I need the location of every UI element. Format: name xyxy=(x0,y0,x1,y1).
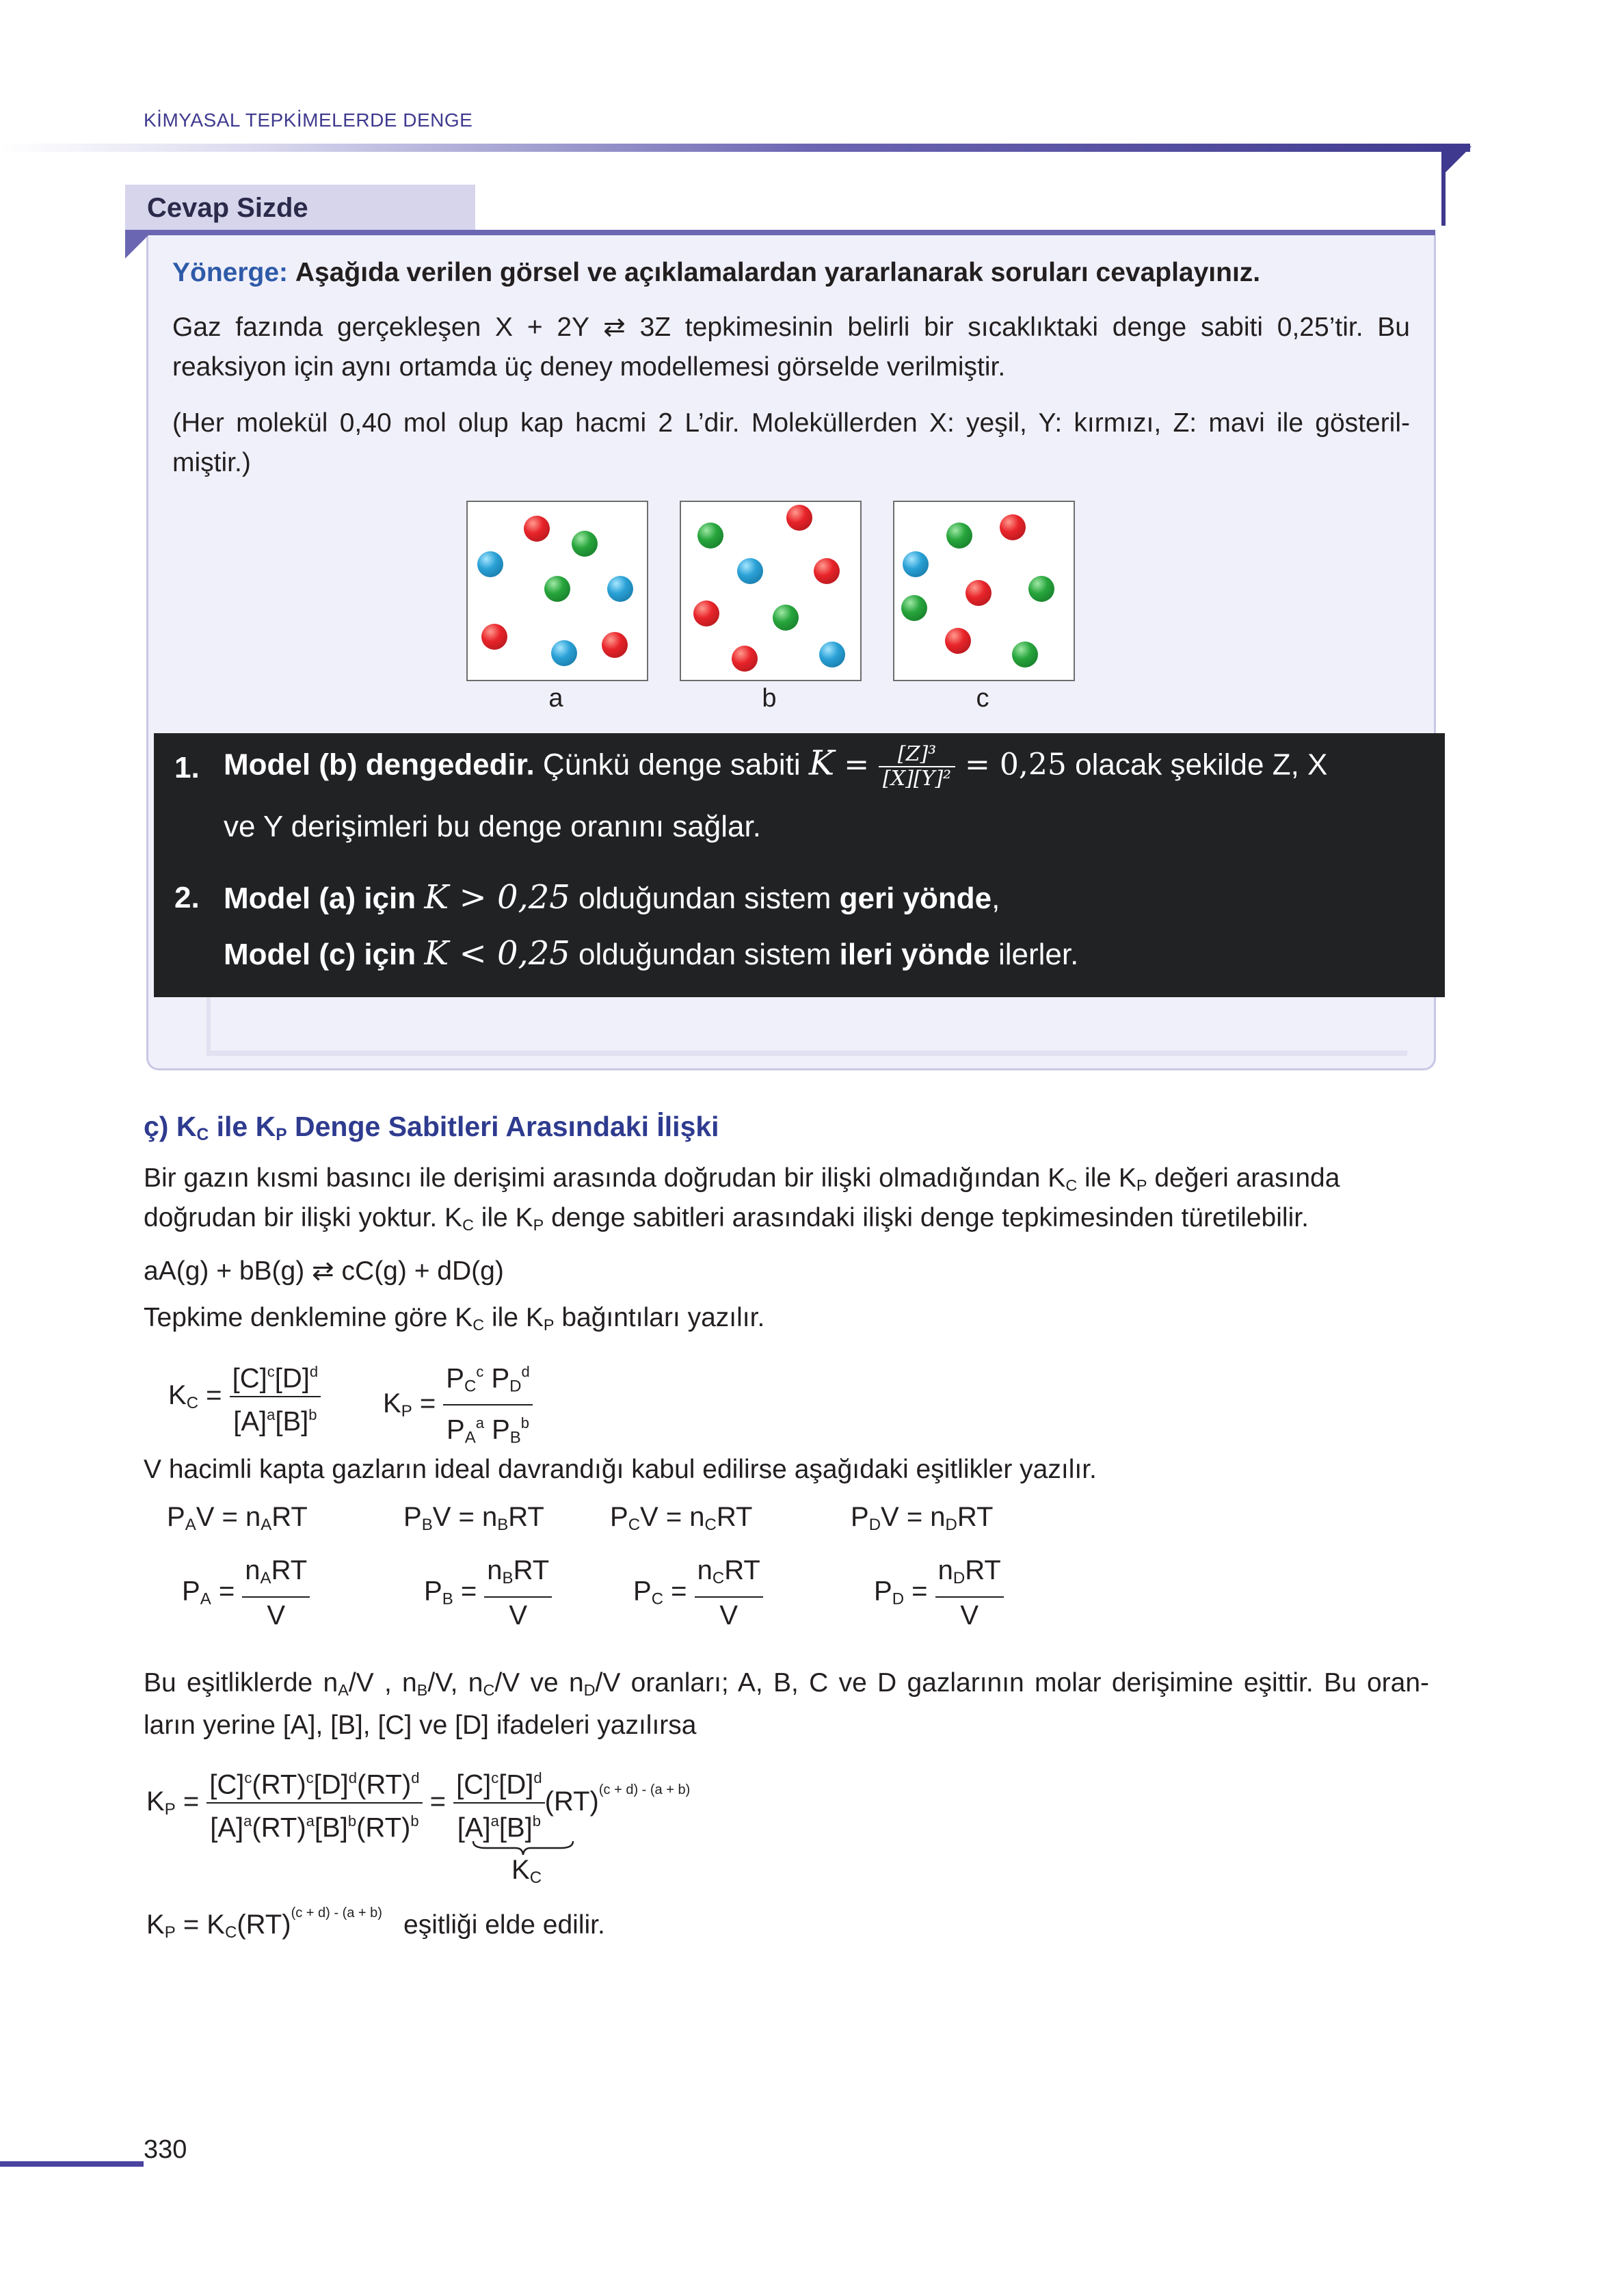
instruction xyxy=(172,253,1260,293)
answer-2-math-c: K < 0,25 xyxy=(424,934,570,973)
ideal-gas-c: $P_CV = n_CRT$ xyxy=(610,1502,753,1534)
molecule-z xyxy=(903,551,929,577)
p1-end: değeri arasında xyxy=(1147,1163,1340,1193)
paragraph2-line2: miştir.) xyxy=(172,448,251,477)
answer-2-text-a: olduğundan sistem xyxy=(570,882,840,915)
p4-text: Bu eşitliklerde n xyxy=(144,1668,338,1698)
molecule-x xyxy=(1012,642,1038,668)
answer-2-text-c: olduğundan sistem xyxy=(570,938,840,971)
molecule-y xyxy=(481,624,507,650)
kp-derivation: $K_P$ = $\frac{[C]^c(RT)^c[D]^d(RT)^d}{[A]^a(RT)^a[B]^b(RT)^b}$ = $\frac{[C]^c[D]^d}{[A]^a[B]^b}$ (RT)$^{(c + d) - (a + b)}$ xyxy=(146,1760,690,1846)
kp-formula: $K_P$ = $\frac{P_C^c P_D^d}{P_A^a P_B^b}$ xyxy=(383,1354,533,1456)
answer-box-title: Cevap Sizde xyxy=(147,193,308,223)
section-p4-line1: Bu eşitliklerde $n_A/V$ , $n_B/V$, $n_C/V$ ve $n_D/V$ oranları; A, B, C ve D gazlarının molar derişimine eşittir. Bu oran- xyxy=(144,1668,1430,1699)
final-relation: $K_P = K_C(RT)^{(c + d) - (a + b)}$ xyxy=(146,1905,382,1942)
section-title-sub-c: C xyxy=(196,1126,209,1145)
paragraph1-line2: reaksiyon için aynı ortamda üç deney modellemesi görselde verilmiştir. xyxy=(172,352,1006,382)
answer-1-bold: Model (b) dengededir. xyxy=(224,748,535,782)
model-c-box xyxy=(893,501,1075,681)
underbrace xyxy=(472,1840,574,1856)
answer-1-value: = 0,25 xyxy=(955,747,1067,782)
chapter-title: KİMYASAL TEPKİMELERDE DENGE xyxy=(144,109,473,131)
answer-2-line2 xyxy=(224,934,1078,973)
section-p1-line1: Bir gazın kısmi basıncı ile derişimi arasında doğrudan bir ilişki olmadığından $K_C$ ile $K_P$ değeri arasında xyxy=(144,1163,1340,1194)
ideal-gas-a: $P_AV = n_ART$ xyxy=(167,1502,308,1534)
instruction-text: Aşağıda verilen görsel ve açıklamalardan yararlanarak soruları cevaplayınız. xyxy=(295,258,1261,287)
answer-box-tab xyxy=(125,185,475,230)
p2-text: Tepkime denklemine göre K xyxy=(144,1303,473,1332)
molecule-x xyxy=(697,523,723,549)
section-title-pre: ç) K xyxy=(144,1111,197,1142)
answer-panel xyxy=(154,733,1445,997)
molecule-y xyxy=(966,580,991,606)
p1-line2-text: doğrudan bir ilişki yoktur. K xyxy=(144,1203,463,1232)
molecule-z xyxy=(607,576,633,602)
section-p1-line2: doğrudan bir ilişki yoktur. $K_C$ ile $K_P$ denge sabitleri arasındaki ilişki denge tepkimesinden türetilebilir. xyxy=(144,1203,1309,1234)
p1-line2-end: denge sabitleri arasındaki ilişki denge tepkimesinden türetilebilir. xyxy=(544,1203,1309,1232)
section-p3: V hacimli kapta gazların ideal davrandığı kabul edilirse aşağıdaki eşitlikler yazılır. xyxy=(144,1455,1097,1484)
molecule-y xyxy=(945,628,971,654)
answer-1-fraction xyxy=(879,743,955,791)
paragraph2-line1: (Her molekül 0,40 mol olup kap hacmi 2 L’dir. Moleküllerden X: yeşil, Y: kırmızı, Z: mavi ile gösteril- xyxy=(172,408,1410,438)
ideal-gas-b: $P_BV = n_BRT$ xyxy=(403,1502,544,1534)
pressure-b: $P_B$ = $\frac{n_BRT}{V}$ xyxy=(424,1553,552,1633)
section-p4-line2: ların yerine [A], [B], [C] ve [D] ifadeleri yazılırsa xyxy=(144,1711,697,1740)
molecule-y xyxy=(524,516,550,542)
answer-2-end-c: ilerler. xyxy=(989,938,1079,971)
molecule-x xyxy=(544,576,570,602)
instruction-label: Yönerge: xyxy=(172,258,289,287)
molecule-y xyxy=(732,646,758,672)
molecule-y xyxy=(1000,514,1026,540)
molecule-z xyxy=(819,642,845,668)
answer-2-end-a: , xyxy=(991,882,1000,915)
answer-2-bold-c: ileri yönde xyxy=(839,938,990,971)
header-corner-flag xyxy=(1441,146,1472,176)
answer-1-frac-den: [X][Y]² xyxy=(883,767,952,791)
model-b-box xyxy=(680,501,862,681)
molecule-y xyxy=(786,505,812,531)
answer-2-bold-a: geri yönde xyxy=(839,882,992,915)
model-b-label: b xyxy=(762,684,777,713)
answer-1-frac-num: [Z]³ xyxy=(879,743,955,767)
footer-rule xyxy=(0,2161,144,2167)
section-title-post: Denge Sabitleri Arasındaki İlişki xyxy=(287,1111,719,1142)
answer-2-model-a: Model (a) için xyxy=(224,882,425,915)
answer-2-line1 xyxy=(224,878,1000,916)
molecule-y xyxy=(693,601,719,626)
molecule-x xyxy=(572,531,598,557)
answer-1-tail: olacak şekilde Z, X xyxy=(1066,748,1328,782)
molecule-y xyxy=(814,558,840,584)
molecule-x xyxy=(901,595,927,621)
underbrace-kc: $K_C$ xyxy=(511,1855,542,1887)
p2-end: bağıntıları yazılır. xyxy=(554,1303,765,1332)
pressure-c: $P_C$ = $\frac{n_CRT}{V}$ xyxy=(633,1553,763,1633)
section-title-sub-p: P xyxy=(276,1126,287,1145)
paragraph1-line1: Gaz fazında gerçekleşen X + 2Y ⇄ 3Z tepkimesinin belirli bir sıcaklıktaki denge sabiti 0,25’tir. Bu xyxy=(172,313,1410,342)
answer-1-text: Çünkü denge sabiti xyxy=(534,748,809,782)
section-title-mid: ile K xyxy=(209,1111,276,1142)
section-p2: Tepkime denklemine göre $K_C$ ile $K_P$ bağıntıları yazılır. xyxy=(144,1303,765,1334)
answer-box-rule xyxy=(125,230,1435,235)
answer-1-eq: = xyxy=(834,747,879,782)
molecule-x xyxy=(773,605,799,631)
page-number: 330 xyxy=(144,2135,187,2164)
answer-1-line1 xyxy=(224,743,1327,791)
pressure-a: $P_A$ = $\frac{n_ART}{V}$ xyxy=(182,1553,310,1633)
answer-2-number: 2. xyxy=(174,881,200,914)
molecule-z xyxy=(477,551,503,577)
answer-2-model-c: Model (c) için xyxy=(224,938,425,971)
molecule-z xyxy=(551,640,577,666)
molecule-y xyxy=(602,632,628,658)
model-a-label: a xyxy=(548,684,563,713)
p4-end: /V oranları; A, B, C ve D gazlarının molar derişimine eşittir. Bu oran- xyxy=(595,1668,1430,1698)
p1-text: Bir gazın kısmi basıncı ile derişimi arasında doğrudan bir ilişki olmadığından K xyxy=(144,1163,1066,1193)
kc-formula: $K_C$ = $\frac{[C]^c[D]^d}{[A]^a[B]^b}$ xyxy=(168,1354,321,1440)
molecule-z xyxy=(737,558,763,584)
header-rule xyxy=(0,144,1470,152)
model-c-label: c xyxy=(976,684,989,713)
ideal-gas-d: $P_DV = n_DRT$ xyxy=(851,1502,994,1534)
answer-1-line2: ve Y derişimleri bu denge oranını sağlar. xyxy=(224,810,761,843)
section-title xyxy=(144,1111,719,1145)
model-a-box xyxy=(466,501,648,681)
reaction-equation: aA(g) + bB(g) ⇄ cC(g) + dD(g) xyxy=(144,1256,504,1286)
answer-2-math-a: K > 0,25 xyxy=(424,878,570,916)
molecule-x xyxy=(1028,576,1054,602)
final-text: eşitliği elde edilir. xyxy=(403,1910,605,1940)
answer-box-flag xyxy=(125,235,148,259)
molecule-x xyxy=(946,523,972,549)
answer-1-number: 1. xyxy=(174,751,200,784)
pressure-d: $P_D$ = $\frac{n_DRT}{V}$ xyxy=(874,1553,1004,1633)
answer-1-k: K xyxy=(808,743,835,783)
